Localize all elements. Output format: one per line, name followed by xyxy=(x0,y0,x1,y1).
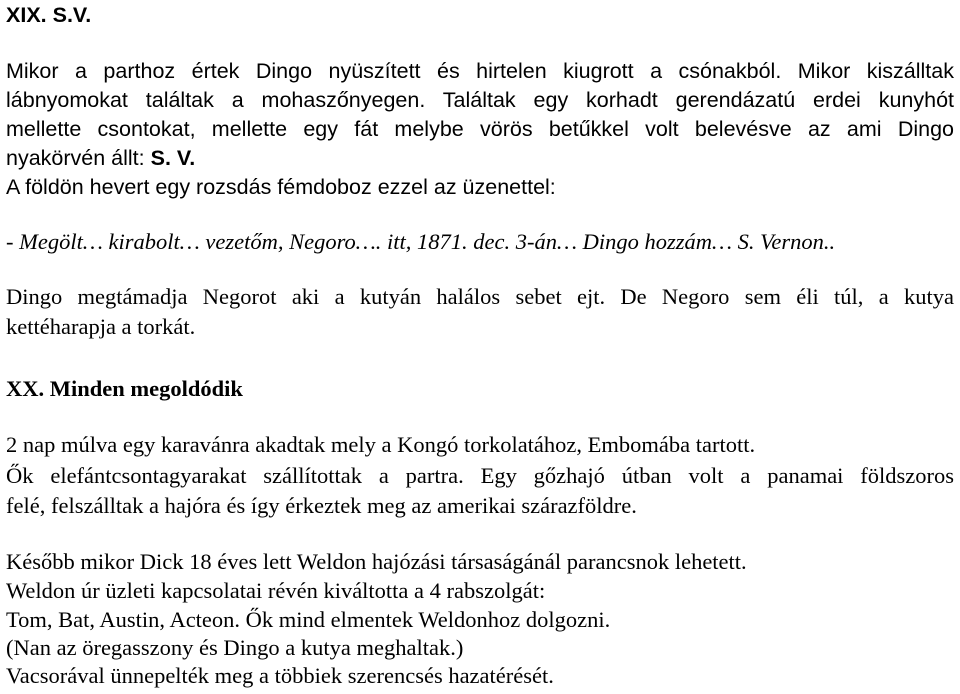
ch20-para2-line1: Később mikor Dick 18 éves lett Weldon hajózási társaságánál parancsnok lehetett. xyxy=(6,549,747,574)
ch19-box-line: A földön hevert egy rozsdás fémdoboz ezzel az üzenettel: xyxy=(6,175,556,199)
ch19-para1-line4 xyxy=(6,145,195,171)
ch19-para3-line1: Dingo megtámadja Negorot aki a kutyán halálos sebet ejt. De Negoro sem éli túl, a kutya xyxy=(6,284,954,309)
ch20-para2-line2: Weldon úr üzleti kapcsolatai révén kiváltotta a 4 rabszolgát: xyxy=(6,578,546,603)
ch20-para1-line2: Ők elefántcsontagyarakat szállítottak a partra. Egy gőzhajó útban volt a panamai földszoros xyxy=(6,463,954,488)
ch19-para3-line2: kettéharapja a torkát. xyxy=(6,314,196,339)
ch20-para2-line3: Tom, Bat, Austin, Acteon. Ők mind elmentek Weldonhoz dolgozni. xyxy=(6,607,611,632)
ch19-message: - Megölt… kirabolt… vezetőm, Negoro…. itt, 1871. dec. 3-án… Dingo hozzám… S. Vernon.. xyxy=(6,229,836,254)
ch19-para1-last-text: nyakörvén állt: xyxy=(6,146,151,170)
ch19-para1-line3: mellette csontokat, mellette egy fát melybe vörös betűkkel volt belevésve az ami Dingo xyxy=(6,117,954,141)
ch20-para1-line3: felé, felszálltak a hajóra és így érkeztek meg az amerikai szárazföldre. xyxy=(6,493,637,518)
ch20-para2-line4: (Nan az öregasszony és Dingo a kutya meghaltak.) xyxy=(6,635,464,660)
ch19-initials-emphasis: S. V. xyxy=(150,146,196,170)
ch20-para2-line5: Vacsorával ünnepelték meg a többiek szerencsés hazatérését. xyxy=(6,663,554,688)
ch20-para1-line1: 2 nap múlva egy karavánra akadtak mely a Kongó torkolatához, Embomába tartott. xyxy=(6,432,756,457)
chapter-19-heading: XIX. S.V. xyxy=(6,3,92,27)
chapter-20-heading: XX. Minden megoldódik xyxy=(6,376,243,401)
ch19-para1-line2: lábnyomokat találtak a mohaszőnyegen. Találtak egy korhadt gerendázatú erdei kunyhót xyxy=(6,88,954,112)
ch19-para1-line1: Mikor a parthoz értek Dingo nyüszített és hirtelen kiugrott a csónakból. Mikor kiszálltak xyxy=(6,59,954,83)
